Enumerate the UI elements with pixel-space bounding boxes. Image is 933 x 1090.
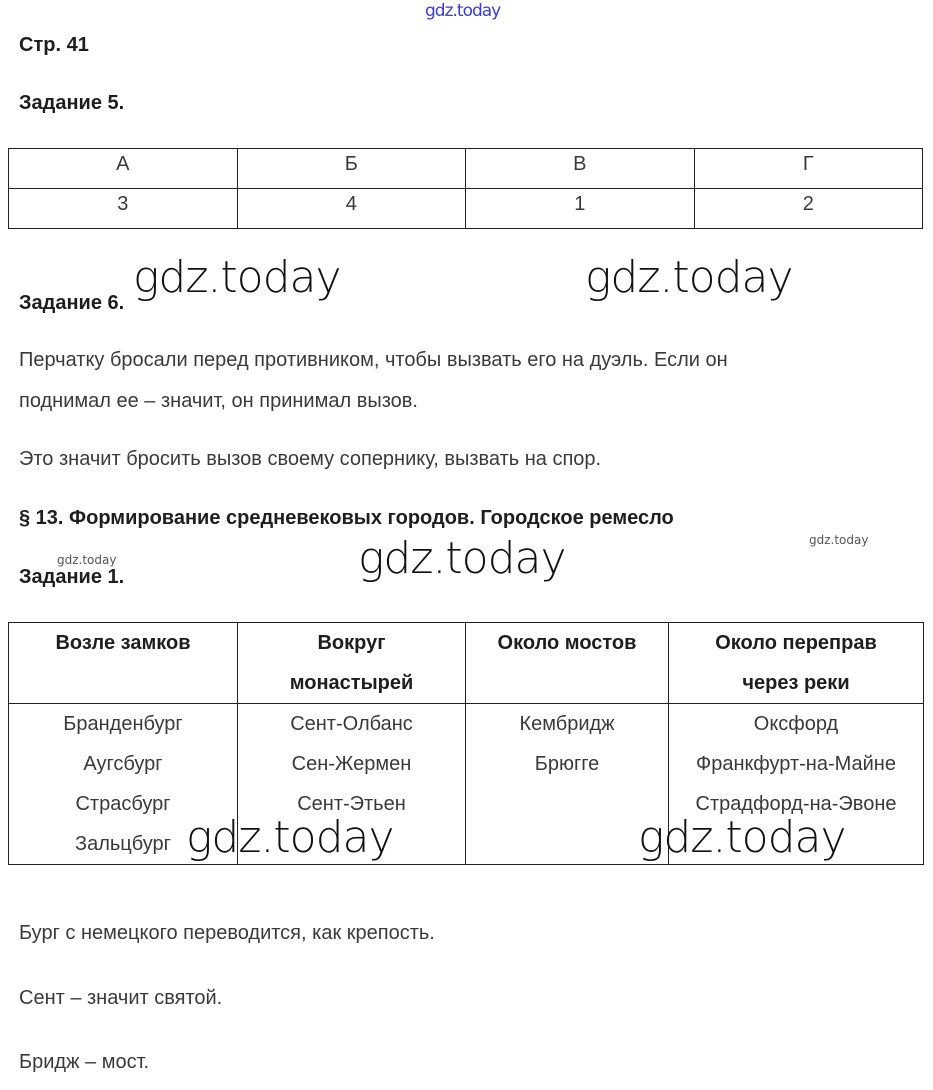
watermark: gdz.today xyxy=(186,812,394,863)
header-line: Вокруг xyxy=(317,632,386,654)
section-title: § 13. Формирование средневековых городов. Городское ремесло xyxy=(19,507,674,529)
city-item: Брюгге xyxy=(534,753,600,775)
note-line: Сент – значит святой. xyxy=(19,987,223,1009)
task5-header-cell: Г xyxy=(694,149,923,189)
task5-header-cell: Б xyxy=(237,149,466,189)
task5-value-cell: 1 xyxy=(466,189,695,229)
watermark: gdz.today xyxy=(585,252,793,303)
watermark: gdz.today xyxy=(358,533,566,584)
city-item: Сен-Жермен xyxy=(291,753,412,775)
city-item: Оксфорд xyxy=(753,713,839,735)
task6-paragraph-line: поднимал ее – значит, он принимал вызов. xyxy=(19,390,418,412)
city-item: Страсбург xyxy=(75,793,171,815)
task1-header-cell xyxy=(238,623,466,704)
header-line: Около мостов xyxy=(497,632,637,654)
task5-value-row xyxy=(9,189,923,229)
watermark-small: gdz.today xyxy=(809,533,869,547)
task5-header-cell: В xyxy=(466,149,695,189)
note-line: Бридж – мост. xyxy=(19,1051,150,1073)
city-item: Сент-Этьен xyxy=(297,793,406,815)
task5-table xyxy=(8,148,923,229)
task5-header-cell: А xyxy=(9,149,238,189)
task1-header-cell xyxy=(9,623,238,704)
task5-value-cell: 2 xyxy=(694,189,923,229)
task5-title: Задание 5. xyxy=(19,92,125,114)
city-item: Зальцбург xyxy=(75,833,171,855)
city-item: Страдфорд-на-Эвоне xyxy=(695,793,897,815)
watermark: gdz.today xyxy=(638,812,846,863)
task5-value-cell: 3 xyxy=(9,189,238,229)
page-label: Стр. 41 xyxy=(19,34,89,56)
task5-header-row xyxy=(9,149,923,189)
note-line: Бург с немецкого переводится, как крепость. xyxy=(19,922,435,944)
header-line: Около переправ xyxy=(715,632,877,654)
city-item: Бранденбург xyxy=(63,713,183,735)
header-line: через реки xyxy=(742,672,850,694)
header-line: монастырей xyxy=(289,672,414,694)
city-item: Кембридж xyxy=(519,713,615,735)
city-item: Франкфурт-на-Майне xyxy=(696,753,896,775)
city-item: Сент-Олбанс xyxy=(290,713,413,735)
city-item: Аугсбург xyxy=(83,753,163,775)
watermark: gdz.today xyxy=(133,252,341,303)
task5-value-cell: 4 xyxy=(237,189,466,229)
task1-header-cell xyxy=(669,623,924,704)
task1-title: Задание 1. xyxy=(19,566,125,588)
task6-paragraph: Это значит бросить вызов своему сопернику, вызвать на спор. xyxy=(19,448,602,470)
task6-paragraph-line: Перчатку бросали перед противником, чтобы вызвать его на дуэль. Если он xyxy=(19,349,728,371)
task1-header-row xyxy=(9,623,924,704)
task6-title: Задание 6. xyxy=(19,292,125,314)
watermark-small: gdz.today xyxy=(57,553,117,567)
watermark-top: gdz.today xyxy=(425,1,501,21)
header-line: Возле замков xyxy=(55,632,191,654)
task1-header-cell xyxy=(466,623,669,704)
